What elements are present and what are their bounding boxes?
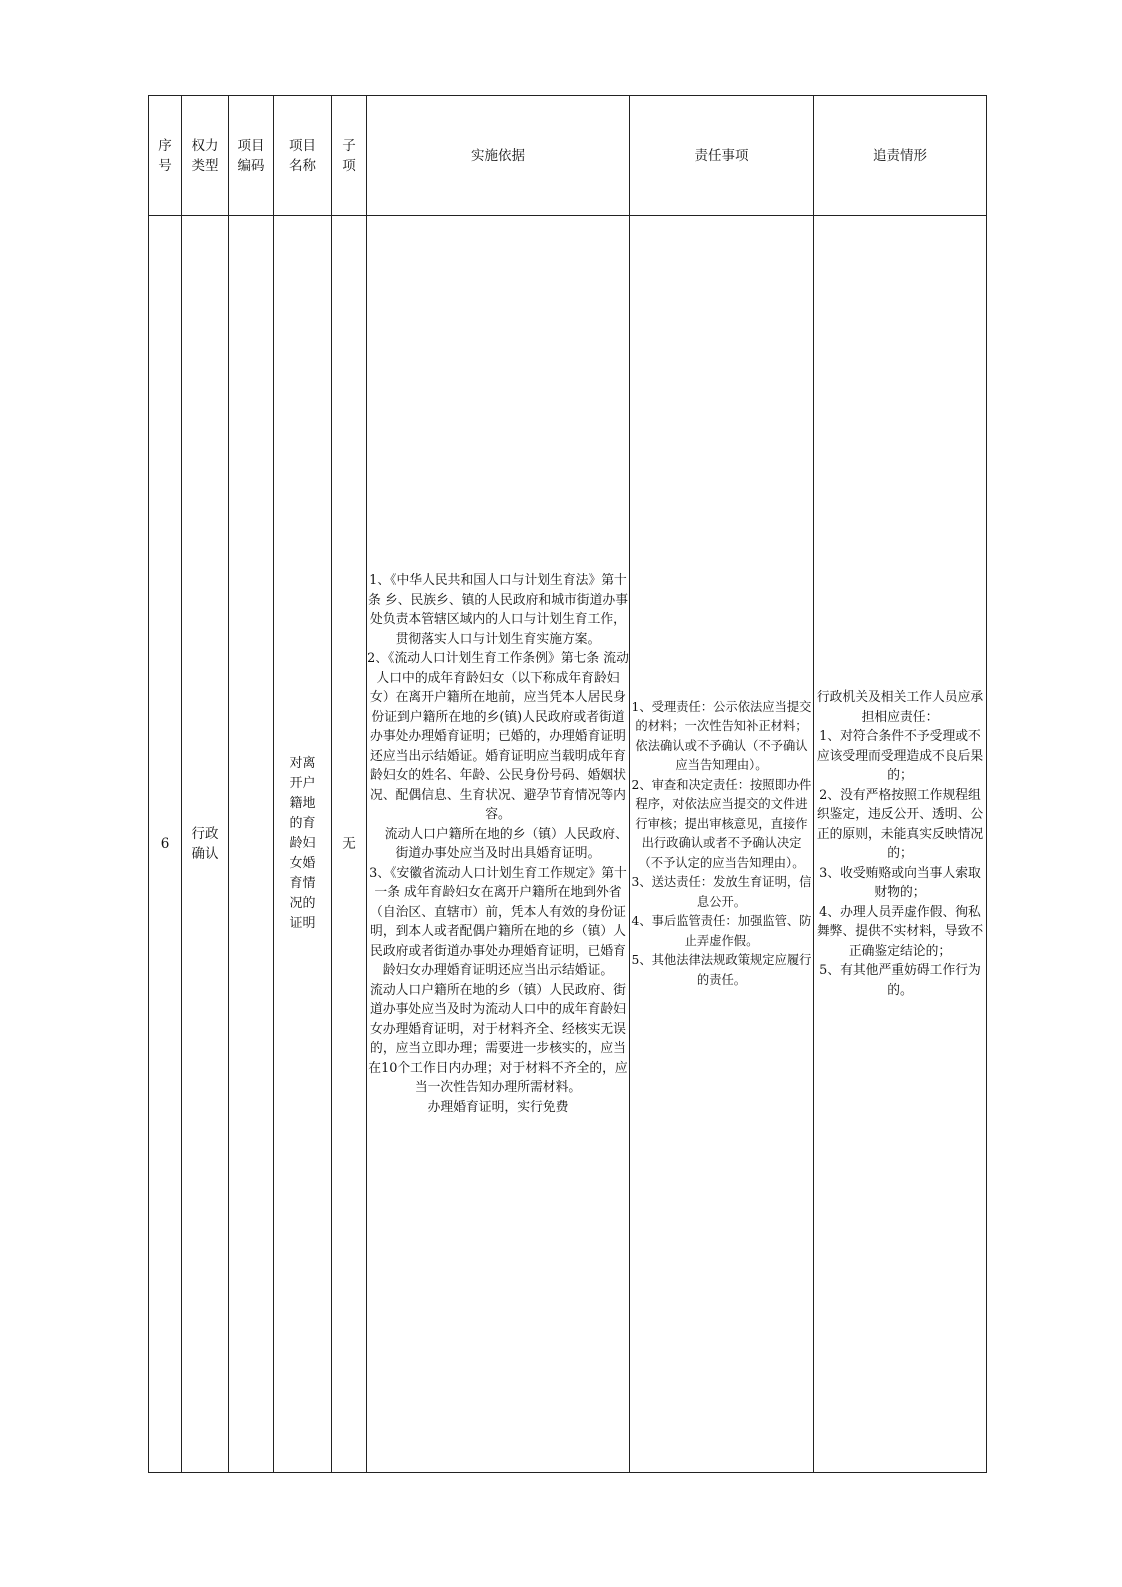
- basis-paragraph: 流动人口户籍所在地的乡（镇）人民政府、街道办事处应当及时出具婚育证明。: [384, 826, 628, 861]
- accountability-item: 行政机关及相关工作人员应承担相应责任：: [816, 690, 984, 725]
- cell-item-code: [229, 216, 274, 1473]
- cell-seq: 6: [149, 216, 182, 1473]
- cell-responsibility: [630, 216, 814, 1473]
- header-basis: 实施依据: [367, 96, 630, 216]
- responsibility-item: 3、送达责任：发放生育证明，信息公开。: [631, 875, 812, 909]
- accountability-item: 5、有其他严重妨碍工作行为的。: [819, 963, 981, 998]
- header-responsibility: 责任事项: [630, 96, 814, 216]
- responsibility-item: 5、其他法律法规政策规定应履行的责任。: [631, 953, 812, 987]
- responsibility-item: 4、事后监管责任：加强监管、防止弄虚作假。: [631, 914, 812, 948]
- header-sub-item: 子项: [332, 96, 367, 216]
- accountability-item: 4、办理人员弄虚作假、徇私舞弊、提供不实材料，导致不正确鉴定结论的；: [816, 904, 984, 959]
- header-item-code: 项目编码: [229, 96, 274, 216]
- cell-power-type: 行政确认: [182, 216, 229, 1473]
- header-power-type: 权力类型: [182, 96, 229, 216]
- accountability-item: 3、收受贿赂或向当事人索取财物的；: [819, 865, 981, 900]
- power-list-table: [148, 95, 987, 1473]
- accountability-item: 2、没有严格按照工作规程组织鉴定，违反公开、透明、公正的原则，未能真实反映情况的；: [816, 787, 984, 861]
- header-seq: 序号: [149, 96, 182, 216]
- basis-paragraph: 2、《流动人口计划生育工作条例》第七条 流动人口中的成年育龄妇女（以下称成年育龄妇女）在离开户籍所在地前，应当凭本人居民身份证到户籍所在地的乡(镇)人民政府或者街道办事处办理婚育证明；已婚的，办理婚育证明还应当出示结婚证。婚育证明应当载明成年育龄妇女的姓名、年龄、公民身份号码、婚姻状况、配偶信息、生育状况、避孕节育情况等内容。: [367, 651, 629, 822]
- cell-accountability: [814, 216, 987, 1473]
- responsibility-item: 1、受理责任：公示依法应当提交的材料；一次性告知补正材料；依法确认或不予确认（不予确认应当告知理由）。: [631, 699, 812, 773]
- table-row: [149, 216, 987, 1473]
- header-row: [149, 96, 987, 216]
- cell-basis: [367, 216, 630, 1473]
- accountability-item: 1、对符合条件不予受理或不应该受理而受理造成不良后果的；: [816, 729, 984, 783]
- basis-paragraph: 办理婚育证明，实行免费: [427, 1099, 569, 1115]
- basis-paragraph: 3、《安徽省流动人口计划生育工作规定》第十一条 成年育龄妇女在离开户籍所在地到外省（自治区、直辖市）前，凭本人有效的身份证明，到本人或者配偶户籍所在地的乡（镇）人民政府或者街道办事处办理婚育证明，已婚育龄妇女办理婚育证明还应当出示结婚证。: [369, 865, 627, 978]
- header-item-name: 项目名称: [274, 96, 332, 216]
- responsibility-item: 2、审查和决定责任：按照即办件程序，对依法应当提交的文件进行审核；提出审核意见，直接作出行政确认或者不予确认决定（不予认定的应当告知理由）。: [631, 777, 812, 870]
- cell-sub-item: 无: [332, 216, 367, 1473]
- cell-item-name: 对离开户籍地的育龄妇女婚育情况的证明: [274, 216, 332, 1473]
- basis-paragraph: 流动人口户籍所在地的乡（镇）人民政府、街道办事处应当及时为流动人口中的成年育龄妇女办理婚育证明，对于材料齐全、经核实无误的，应当立即办理；需要进一步核实的，应当在10个工作日内办理；对于材料不齐全的，应当一次性告知办理所需材料。: [368, 982, 628, 1095]
- basis-paragraph: 1、《中华人民共和国人口与计划生育法》第十条 乡、民族乡、镇的人民政府和城市街道办事处负责本管辖区域内的人口与计划生育工作，贯彻落实人口与计划生育实施方案。: [367, 573, 628, 647]
- header-accountability: 追责情形: [814, 96, 987, 216]
